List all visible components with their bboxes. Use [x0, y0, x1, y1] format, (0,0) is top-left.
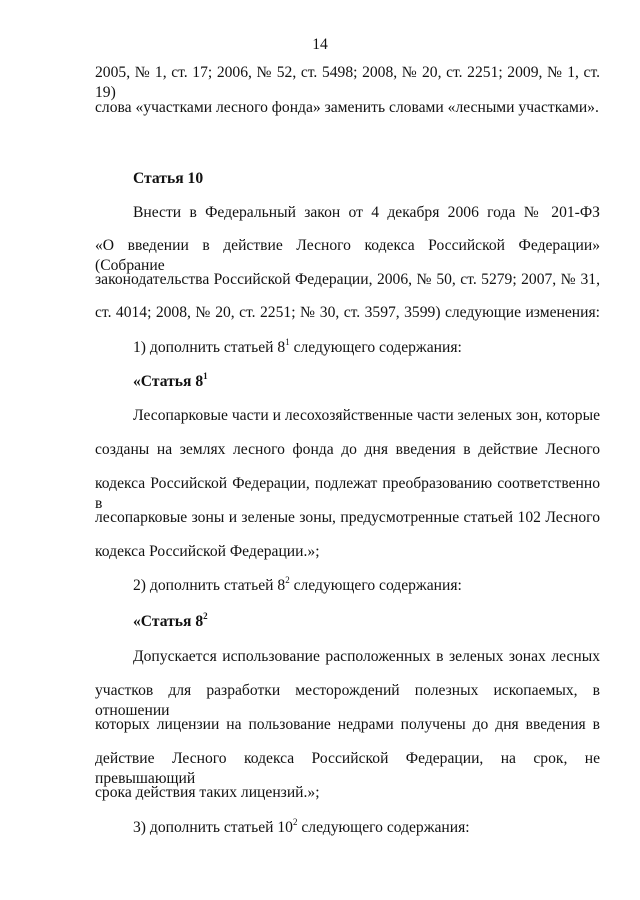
article-heading-text: «Статья 8	[133, 373, 204, 390]
list-item	[133, 338, 600, 358]
superscript: 1	[203, 370, 208, 381]
text-line: действие Лесного кодекса Российской Федерации, на срок, не превышающий	[95, 750, 600, 787]
list-item-text: 2) дополнить статьей 8	[133, 577, 286, 594]
text-line: ст. 4014; 2008, № 20, ст. 2251; № 30, ст. 3597, 3599) следующие изменения:	[95, 304, 600, 321]
text-line: лесопарковые зоны и зеленые зоны, предусмотренные статьей 102 Лесного	[95, 509, 600, 526]
list-item-text: 1) дополнить статьей 8	[133, 339, 286, 356]
text-line: созданы на землях лесного фонда до дня введения в действие Лесного	[95, 441, 600, 458]
article-heading	[133, 612, 600, 632]
text-line: «О введении в действие Лесного кодекса Российской Федерации» (Собрание	[95, 237, 600, 274]
text-line: кодекса Российской Федерации, подлежат преобразованию соответственно в	[95, 475, 600, 512]
article-heading: Статья 10	[133, 170, 204, 187]
superscript: 2	[292, 816, 298, 827]
text-line: Внести в Федеральный закон от 4 декабря 2006 года № 201-ФЗ	[133, 204, 600, 221]
list-item-text: следующего содержания:	[297, 819, 470, 836]
list-item-text: 3) дополнить статьей 10	[133, 819, 293, 836]
list-item-text: следующего содержания:	[289, 577, 462, 594]
page-number: 14	[312, 36, 328, 53]
text-line: Лесопарковые части и лесохозяйственные части зеленых зон, которые	[133, 407, 600, 424]
text-line: срока действия таких лицензий.»;	[95, 784, 320, 801]
list-item	[133, 576, 600, 596]
text-line: слова «участками лесного фонда» заменить словами «лесными участками».	[95, 99, 599, 116]
superscript: 2	[203, 610, 208, 621]
text-line: 2005, № 1, ст. 17; 2006, № 52, ст. 5498; 2008, № 20, ст. 2251; 2009, № 1, ст. 19)	[95, 64, 600, 101]
superscript: 2	[285, 574, 290, 585]
text-line: Допускается использование расположенных в зеленых зонах лесных	[133, 648, 600, 665]
article-heading-text: «Статья 8	[133, 613, 204, 630]
article-heading	[133, 372, 600, 392]
text-line: участков для разработки месторождений полезных ископаемых, в отношении	[95, 682, 600, 719]
text-line: кодекса Российской Федерации.»;	[95, 543, 320, 560]
superscript: 1	[285, 336, 290, 347]
text-line: законодательства Российской Федерации, 2006, № 50, ст. 5279; 2007, № 31,	[95, 271, 600, 288]
text-line: которых лицензии на пользование недрами получены до дня введения в	[95, 716, 600, 733]
list-item	[133, 818, 600, 838]
list-item-text: следующего содержания:	[289, 339, 462, 356]
